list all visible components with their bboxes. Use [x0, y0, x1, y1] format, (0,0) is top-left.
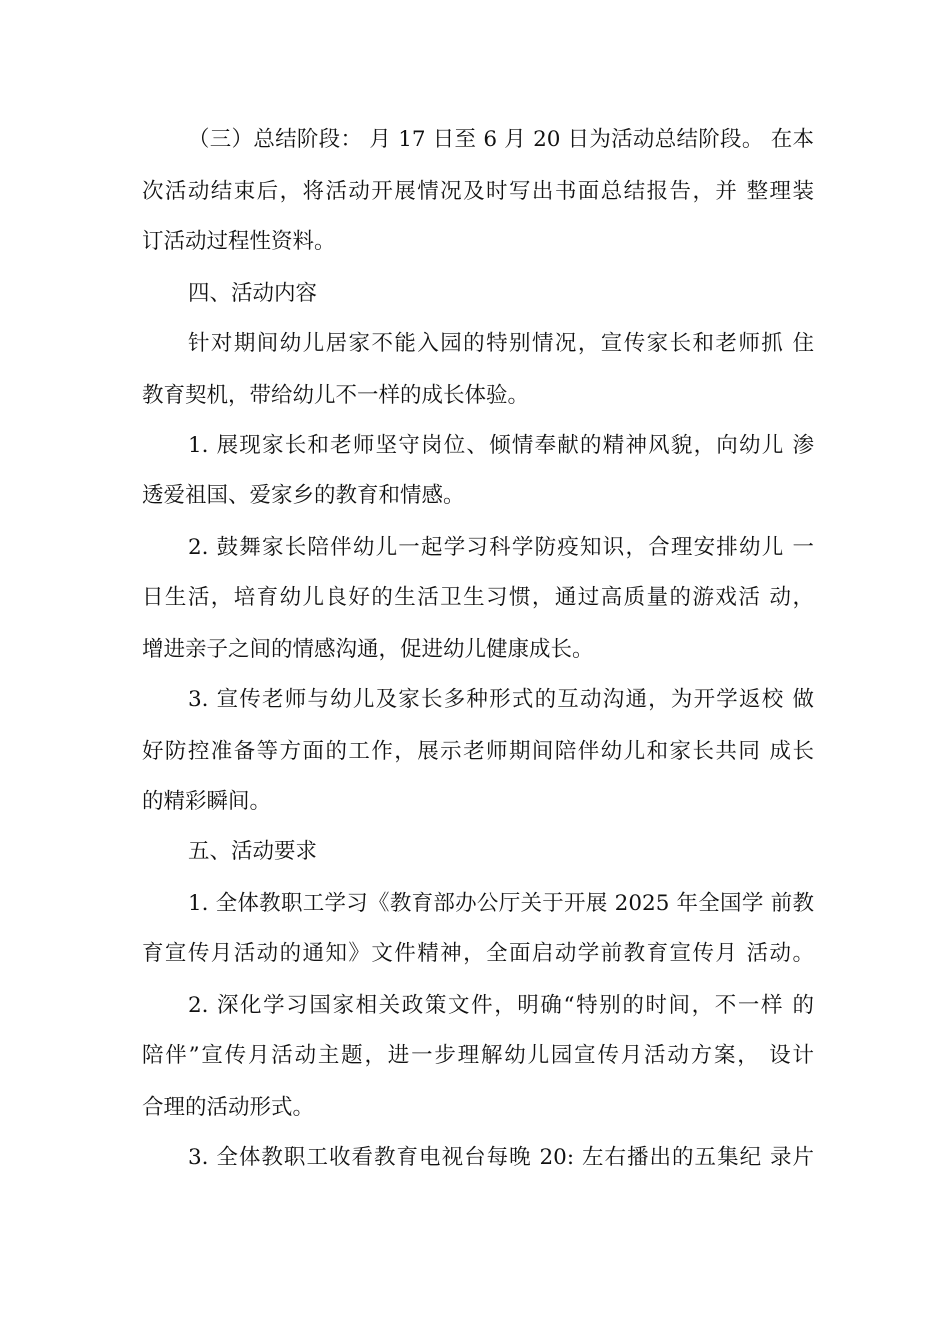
- section-heading-activity-requirements: 五、活动要求: [188, 839, 318, 864]
- list-item-line: 3. 全体教职工收看教育电视台每晚 20: 左右播出的五集纪 录片: [188, 1145, 814, 1170]
- list-item-line: 2. 深化学习国家相关政策文件，明确“特别的时间，不一样 的: [188, 993, 814, 1018]
- list-item-line: 合理的活动形式。: [142, 1095, 315, 1120]
- list-item-line: 好防控准备等方面的工作，展示老师期间陪伴幼儿和家长共同 成长: [142, 739, 814, 764]
- list-item-line: 3. 宣传老师与幼儿及家长多种形式的互动沟通，为开学返校 做: [188, 687, 814, 712]
- paragraph-line: 教育契机，带给幼儿不一样的成长体验。: [142, 383, 530, 408]
- list-item-line: 1. 全体教职工学习《教育部办公厅关于开展 2025 年全国学 前教: [188, 891, 814, 916]
- paragraph-line: 针对期间幼儿居家不能入园的特别情况，宣传家长和老师抓 住: [188, 331, 814, 356]
- list-item-line: 增进亲子之间的情感沟通，促进幼儿健康成长。: [142, 637, 594, 662]
- section-heading-activity-content: 四、活动内容: [188, 281, 318, 306]
- list-item-line: 透爱祖国、爱家乡的教育和情感。: [142, 483, 465, 508]
- list-item-line: 陪伴”宣传月活动主题，进一步理解幼儿园宣传月活动方案， 设计: [142, 1043, 814, 1068]
- list-item-line: 2. 鼓舞家长陪伴幼儿一起学习科学防疫知识，合理安排幼儿 一: [188, 535, 814, 560]
- list-item-line: 日生活，培育幼儿良好的生活卫生习惯，通过高质量的游戏活 动，: [142, 585, 814, 610]
- paragraph-line: 次活动结束后，将活动开展情况及时写出书面总结报告，并 整理装: [142, 179, 814, 204]
- list-item-line: 的精彩瞬间。: [142, 789, 272, 814]
- list-item-line: 1. 展现家长和老师坚守岗位、倾情奉献的精神风貌，向幼儿 渗: [188, 433, 814, 458]
- paragraph-line: 订活动过程性资料。: [142, 229, 336, 254]
- list-item-line: 育宣传月活动的通知》文件精神，全面启动学前教育宣传月 活动。: [142, 941, 814, 966]
- paragraph-line-summary-stage: （三）总结阶段： 月 17 日至 6 月 20 日为活动总结阶段。 在本: [188, 127, 814, 152]
